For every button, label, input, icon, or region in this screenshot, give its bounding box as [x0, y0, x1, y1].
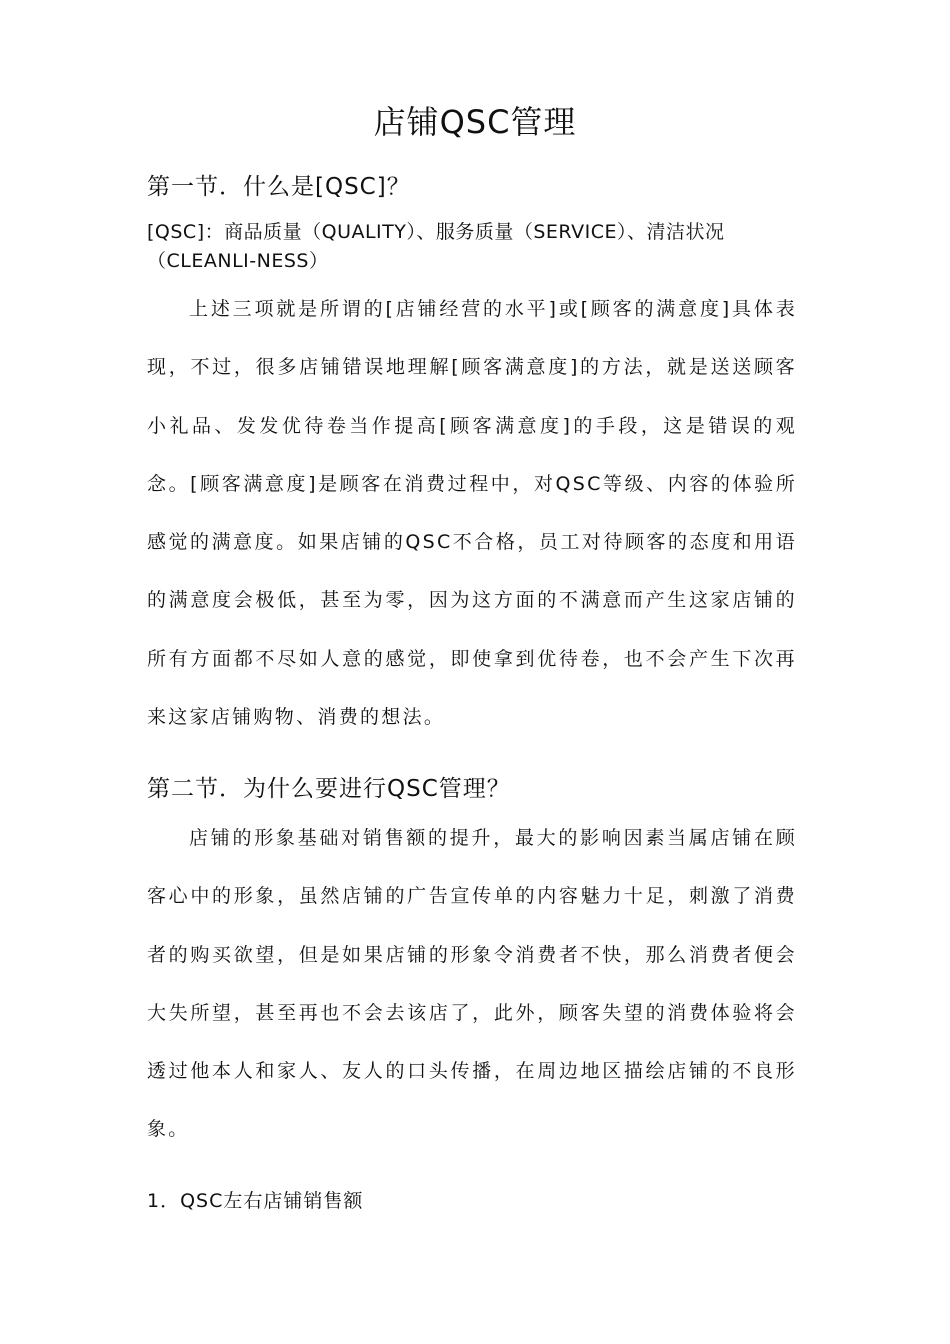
- section-2-paragraph: 店铺的形象基础对销售额的提升，最大的影响因素当属店铺在顾客心中的形象，虽然店铺的广告宣传单的内容魅力十足，刺激了消费者的购买欲望，但是如果店铺的形象令消费者不快，那么消费者便会大失所望，甚至再也不会去该店了，此外，顾客失望的消费体验将会透过他本人和家人、友人的口头传播，在周边地区描绘店铺的不良形象。: [147, 827, 797, 1141]
- list-item-1: 1．QSC左右店铺销售额: [147, 1190, 364, 1212]
- qsc-definition: [QSC]：商品质量（QUALITY）、服务质量（SERVICE）、清洁状况（CLEANLI-NESS）: [147, 221, 725, 272]
- section-2-heading: 第二节．为什么要进行QSC管理？: [147, 776, 511, 802]
- document-title: 店铺QSC管理: [373, 103, 577, 141]
- section-1-paragraph: 上述三项就是所谓的[店铺经营的水平]或[顾客的满意度]具体表现，不过，很多店铺错误地理解[顾客满意度]的方法，就是送送顾客小礼品、发发优待卷当作提高[顾客满意度]的手段，这是错误的观念。[顾客满意度]是顾客在消费过程中，对QSC等级、内容的体验所感觉的满意度。如果店铺的QSC不合格，员工对待顾客的态度和用语的满意度会极低，甚至为零，因为这方面的不满意而产生这家店铺的所有方面都不尽如人意的感觉，即使拿到优待卷，也不会产生下次再来这家店铺购物、消费的想法。: [147, 298, 797, 729]
- section-1-heading: 第一节．什么是[QSC]？: [147, 174, 411, 200]
